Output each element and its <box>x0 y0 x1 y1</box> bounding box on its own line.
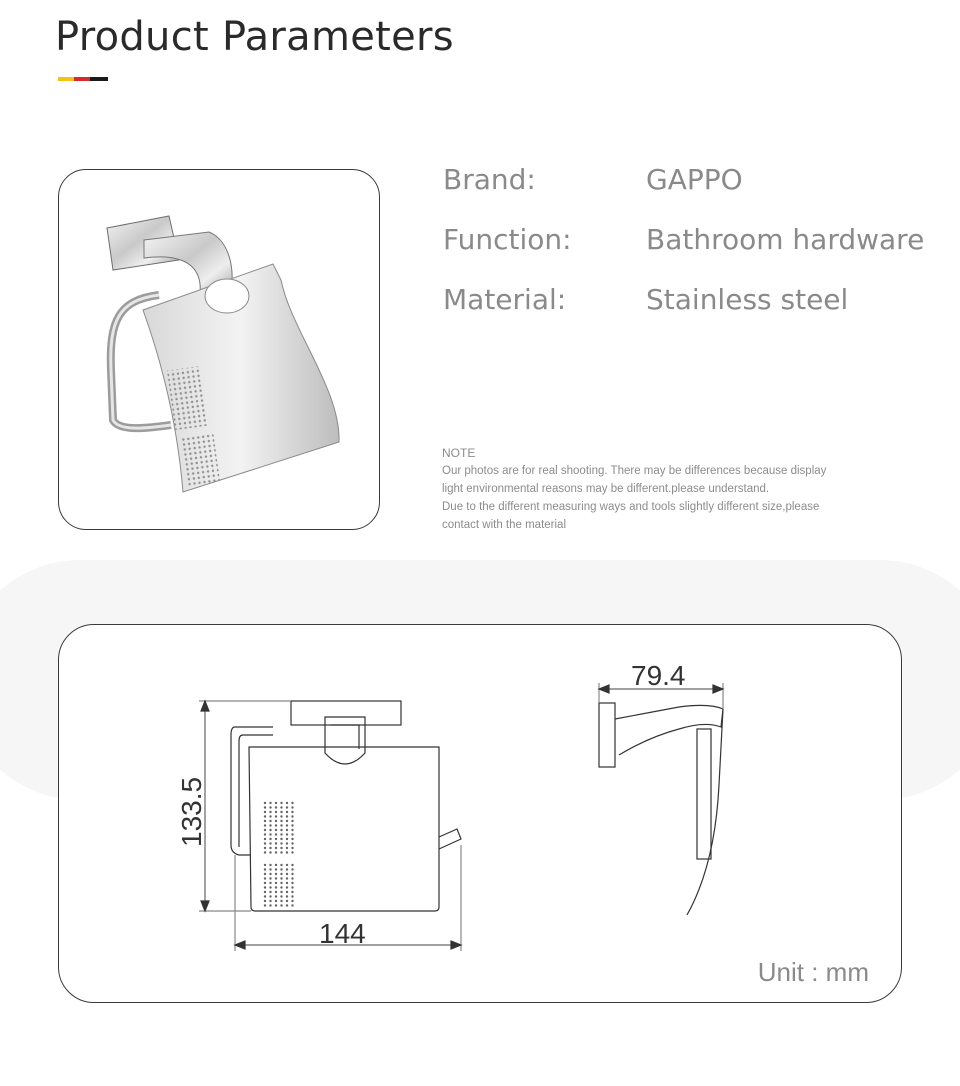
pattern-dot <box>291 900 293 902</box>
pattern-dot <box>264 904 266 906</box>
pattern-dot <box>264 802 266 804</box>
pattern-dot <box>275 806 277 808</box>
pattern-dot <box>269 900 271 902</box>
pattern-dot <box>286 802 288 804</box>
pattern-dot <box>275 833 277 835</box>
pattern-dot <box>286 864 288 866</box>
pattern-dot <box>291 891 293 893</box>
pattern-dot <box>269 829 271 831</box>
pattern-dot <box>291 851 293 853</box>
pattern-dot <box>286 847 288 849</box>
pattern-dot <box>280 873 282 875</box>
pattern-dot <box>280 802 282 804</box>
pattern-dot <box>275 868 277 870</box>
pattern-dot <box>291 815 293 817</box>
pattern-dot <box>269 820 271 822</box>
pattern-dot <box>264 815 266 817</box>
pattern-dot <box>264 900 266 902</box>
note-block <box>442 446 892 534</box>
pattern-dot <box>275 891 277 893</box>
pattern-dot <box>286 806 288 808</box>
pattern-dot <box>269 842 271 844</box>
param-key: Material: <box>443 283 567 316</box>
pattern-dot <box>264 868 266 870</box>
pattern-dot <box>280 847 282 849</box>
pattern-dot <box>264 806 266 808</box>
param-row-material <box>443 283 943 323</box>
dimension-height-label: 133.5 <box>176 776 207 847</box>
pattern-dot <box>280 868 282 870</box>
pattern-dot <box>286 891 288 893</box>
pattern-dot <box>275 829 277 831</box>
title-accent-bar <box>58 77 108 81</box>
pattern-dot <box>269 811 271 813</box>
param-value: GAPPO <box>646 163 743 196</box>
note-title: NOTE <box>442 446 476 460</box>
pattern-dot <box>264 847 266 849</box>
pattern-dot <box>291 829 293 831</box>
pattern-dot <box>264 882 266 884</box>
note-line: Our photos are for real shooting. There may be differences because display <box>442 465 827 477</box>
pattern-dot <box>264 895 266 897</box>
pattern-dot <box>286 820 288 822</box>
pattern-dot <box>291 820 293 822</box>
pattern-dot <box>269 873 271 875</box>
pattern-dot <box>291 842 293 844</box>
pattern-dot <box>264 877 266 879</box>
note-line: light environmental reasons may be different.please understand. <box>442 483 770 495</box>
pattern-dot <box>286 900 288 902</box>
pattern-dot <box>275 820 277 822</box>
pattern-dot <box>280 904 282 906</box>
pattern-dot <box>269 864 271 866</box>
param-row-function <box>443 223 943 263</box>
pattern-dot <box>269 815 271 817</box>
param-value: Stainless steel <box>646 283 849 316</box>
note-line: Due to the different measuring ways and tools slightly different size,please <box>442 501 820 513</box>
pattern-dot <box>291 895 293 897</box>
pattern-dot <box>291 833 293 835</box>
param-key: Brand: <box>443 163 536 196</box>
page-title: Product Parameters <box>55 14 454 60</box>
pattern-dot <box>264 811 266 813</box>
pattern-dot <box>280 820 282 822</box>
pattern-dot <box>286 815 288 817</box>
pattern-dot <box>264 864 266 866</box>
pattern-dot <box>264 842 266 844</box>
pattern-dot <box>269 838 271 840</box>
pattern-dot <box>275 811 277 813</box>
pattern-dot <box>275 842 277 844</box>
accent-black <box>90 77 108 81</box>
pattern-dot <box>280 815 282 817</box>
pattern-dot <box>286 868 288 870</box>
pattern-dot <box>264 824 266 826</box>
pattern-dot <box>291 868 293 870</box>
pattern-dot <box>269 833 271 835</box>
pattern-dot <box>286 882 288 884</box>
pattern-dot <box>291 838 293 840</box>
pattern-dot <box>286 829 288 831</box>
dimension-diagram-card <box>58 624 902 1003</box>
note-line: contact with the material <box>442 519 567 531</box>
pattern-dot <box>264 873 266 875</box>
pattern-dot <box>275 900 277 902</box>
pattern-dot <box>275 877 277 879</box>
pattern-dot <box>280 806 282 808</box>
pattern-dot <box>269 877 271 879</box>
pattern-dot <box>269 886 271 888</box>
pattern-dot <box>280 811 282 813</box>
param-key: Function: <box>443 223 572 256</box>
pattern-dot <box>275 895 277 897</box>
pattern-dot <box>286 811 288 813</box>
pattern-dot <box>280 842 282 844</box>
pattern-dot <box>275 815 277 817</box>
pattern-dot <box>269 802 271 804</box>
product-photo-card <box>58 169 380 530</box>
pattern-dot <box>269 824 271 826</box>
pattern-dot <box>280 824 282 826</box>
pattern-dot <box>280 891 282 893</box>
pattern-dot <box>280 851 282 853</box>
pattern-dot <box>275 838 277 840</box>
pattern-dot <box>286 824 288 826</box>
pattern-dot <box>291 873 293 875</box>
pattern-dot <box>264 886 266 888</box>
pattern-dot <box>264 851 266 853</box>
pattern-dot <box>286 904 288 906</box>
pattern-dot <box>280 877 282 879</box>
pattern-dot <box>291 877 293 879</box>
pattern-dot <box>291 802 293 804</box>
pattern-dot <box>291 886 293 888</box>
pattern-dot <box>264 838 266 840</box>
pattern-dot <box>286 877 288 879</box>
pattern-dot <box>275 824 277 826</box>
pattern-dot <box>286 833 288 835</box>
pattern-dot <box>286 873 288 875</box>
pattern-dot <box>286 851 288 853</box>
pattern-dot <box>269 847 271 849</box>
product-image <box>59 170 379 529</box>
pattern-dot <box>269 895 271 897</box>
pattern-dot <box>275 864 277 866</box>
param-row-brand <box>443 163 943 203</box>
pattern-dot <box>275 847 277 849</box>
pattern-dot <box>280 882 282 884</box>
pattern-dot <box>286 886 288 888</box>
pattern-dot <box>264 820 266 822</box>
accent-yellow <box>58 77 74 81</box>
pattern-dot <box>275 904 277 906</box>
pattern-dot <box>291 811 293 813</box>
dimension-depth-label: 79.4 <box>631 660 686 691</box>
pattern-dot <box>275 886 277 888</box>
dimension-width-label: 144 <box>319 918 366 949</box>
pattern-dot <box>269 868 271 870</box>
unit-label: Unit : mm <box>757 957 869 987</box>
dimension-drawing <box>59 625 901 1002</box>
pattern-dot <box>280 838 282 840</box>
pattern-dot <box>291 904 293 906</box>
pattern-dot <box>291 882 293 884</box>
pattern-dot <box>275 851 277 853</box>
pattern-dot <box>280 895 282 897</box>
pattern-dot <box>275 873 277 875</box>
pattern-dot <box>280 886 282 888</box>
accent-red <box>74 77 90 81</box>
pattern-dot <box>280 833 282 835</box>
pattern-dot <box>269 891 271 893</box>
pattern-dot <box>280 829 282 831</box>
pattern-dot <box>269 851 271 853</box>
pattern-dot <box>286 895 288 897</box>
pattern-dot <box>269 806 271 808</box>
pattern-dot <box>269 904 271 906</box>
pattern-dot <box>264 833 266 835</box>
pattern-dot <box>291 864 293 866</box>
pattern-dot <box>280 864 282 866</box>
pattern-dot <box>280 900 282 902</box>
pattern-dot <box>264 891 266 893</box>
pattern-dot <box>275 802 277 804</box>
pattern-dot <box>286 838 288 840</box>
pattern-dot <box>291 847 293 849</box>
pattern-dot <box>269 882 271 884</box>
pattern-dot <box>275 882 277 884</box>
param-value: Bathroom hardware <box>646 223 925 256</box>
pattern-dot <box>264 829 266 831</box>
pattern-dot <box>291 806 293 808</box>
pattern-dot <box>291 824 293 826</box>
pattern-dot <box>286 842 288 844</box>
